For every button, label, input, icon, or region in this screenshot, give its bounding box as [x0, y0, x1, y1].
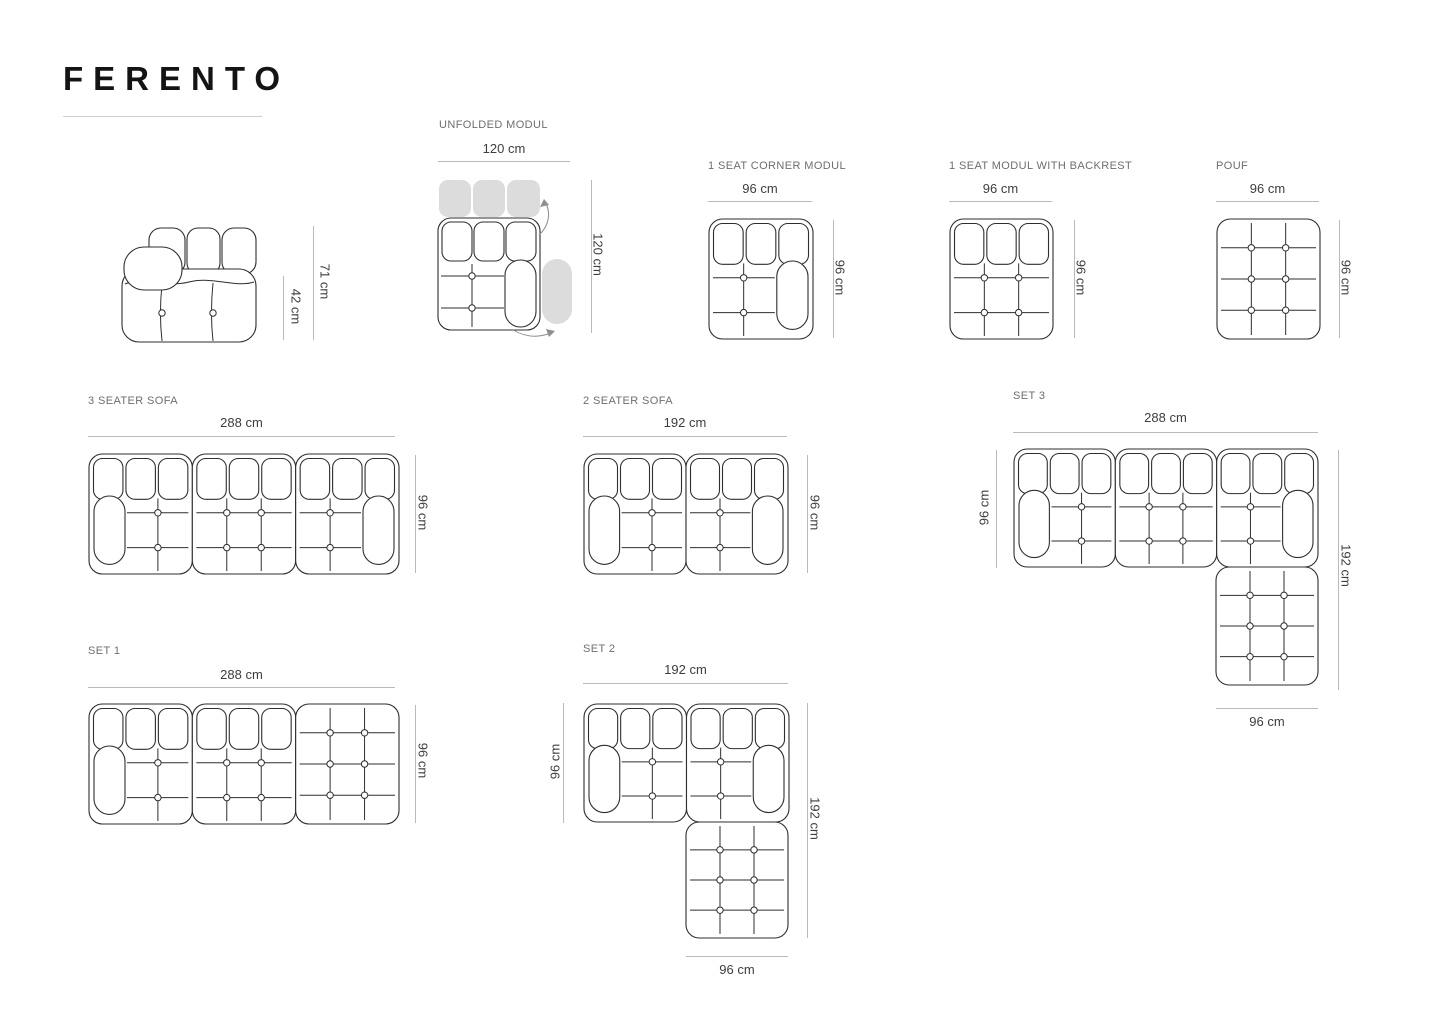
- dim-pouf-text: 96 cm: [719, 962, 755, 977]
- dim-pouf-text: 96 cm: [1249, 714, 1285, 729]
- dim-width-line: [583, 436, 787, 437]
- dim-width-line: [88, 687, 395, 688]
- figure-label: SET 1: [88, 645, 121, 657]
- figure-backrest-modul: [946, 155, 1133, 355]
- set2-drawing: [583, 703, 790, 941]
- figure-unfolded-modul: [437, 115, 637, 355]
- unfolded-modul-drawing: [437, 178, 577, 338]
- dim-height-right-text: 192 cm: [807, 797, 823, 840]
- dim-depth-text: 96 cm: [1073, 259, 1089, 296]
- dim-seat-height-line: [283, 276, 284, 340]
- dim-width-line: [708, 201, 812, 202]
- figure-three-seater: [85, 390, 445, 600]
- dim-total-height-text: 71 cm: [317, 263, 333, 300]
- dim-height-right-text: 192 cm: [1338, 544, 1354, 587]
- three-seater-drawing: [88, 453, 400, 575]
- dim-depth-text: 120 cm: [590, 233, 606, 276]
- dim-width-text: 120 cm: [482, 141, 526, 156]
- figure-side-module: [118, 220, 358, 350]
- dim-width-text: 288 cm: [220, 667, 263, 682]
- dim-pouf-line: [1216, 708, 1318, 709]
- figure-label: 1 SEAT MODUL WITH BACKREST: [949, 160, 1133, 172]
- backrest-modul-drawing: [949, 218, 1055, 340]
- figure-label: UNFOLDED MODUL: [439, 119, 548, 131]
- figure-label: SET 2: [583, 643, 616, 655]
- figure-label: 2 SEATER SOFA: [583, 395, 673, 407]
- set3-drawing: [1013, 448, 1319, 690]
- figure-two-seater: [580, 390, 840, 600]
- dim-width-line: [949, 201, 1052, 202]
- dim-width-line: [1013, 432, 1318, 433]
- dim-width-text: 192 cm: [664, 662, 707, 677]
- figure-set3: [975, 385, 1395, 735]
- corner-modul-drawing: [708, 218, 814, 340]
- pouf-drawing: [1216, 218, 1322, 340]
- dim-width-line: [1216, 201, 1319, 202]
- figure-label: POUF: [1216, 160, 1249, 172]
- dim-depth-left-text: 96 cm: [547, 743, 563, 780]
- dim-total-height-line: [313, 226, 314, 340]
- dim-seat-height-text: 42 cm: [288, 288, 304, 325]
- dim-width-text: 96 cm: [982, 181, 1019, 196]
- figure-pouf: [1213, 155, 1373, 355]
- dim-pouf-line: [686, 956, 788, 957]
- dim-width-text: 288 cm: [1144, 410, 1187, 425]
- dim-width-line: [438, 161, 570, 162]
- dim-width-text: 192 cm: [663, 415, 707, 430]
- dim-width-text: 288 cm: [220, 415, 263, 430]
- dim-depth-left-line: [563, 703, 564, 823]
- figure-label: SET 3: [1013, 390, 1046, 402]
- figure-set2: [545, 640, 865, 990]
- dim-depth-text: 96 cm: [1338, 259, 1354, 296]
- title-underline: [63, 116, 262, 117]
- figure-label: 3 SEATER SOFA: [88, 395, 178, 407]
- dim-depth-text: 96 cm: [832, 259, 848, 296]
- dim-depth-left-text: 96 cm: [976, 489, 992, 526]
- set1-drawing: [88, 703, 400, 825]
- dim-width-text: 96 cm: [742, 181, 778, 196]
- dim-width-line: [583, 683, 788, 684]
- dim-depth-text: 96 cm: [807, 494, 823, 531]
- figure-set1: [85, 640, 445, 850]
- figure-label: 1 SEAT CORNER MODUL: [708, 160, 846, 172]
- side-module-drawing: [121, 223, 257, 345]
- page-title: FERENTO: [63, 60, 291, 97]
- dim-depth-left-line: [996, 450, 997, 568]
- dim-width-text: 96 cm: [1249, 181, 1286, 196]
- dim-depth-text: 96 cm: [415, 742, 431, 779]
- dim-depth-text: 96 cm: [415, 494, 431, 531]
- dim-width-line: [88, 436, 395, 437]
- two-seater-drawing: [583, 453, 789, 575]
- figure-corner-modul: [705, 155, 865, 355]
